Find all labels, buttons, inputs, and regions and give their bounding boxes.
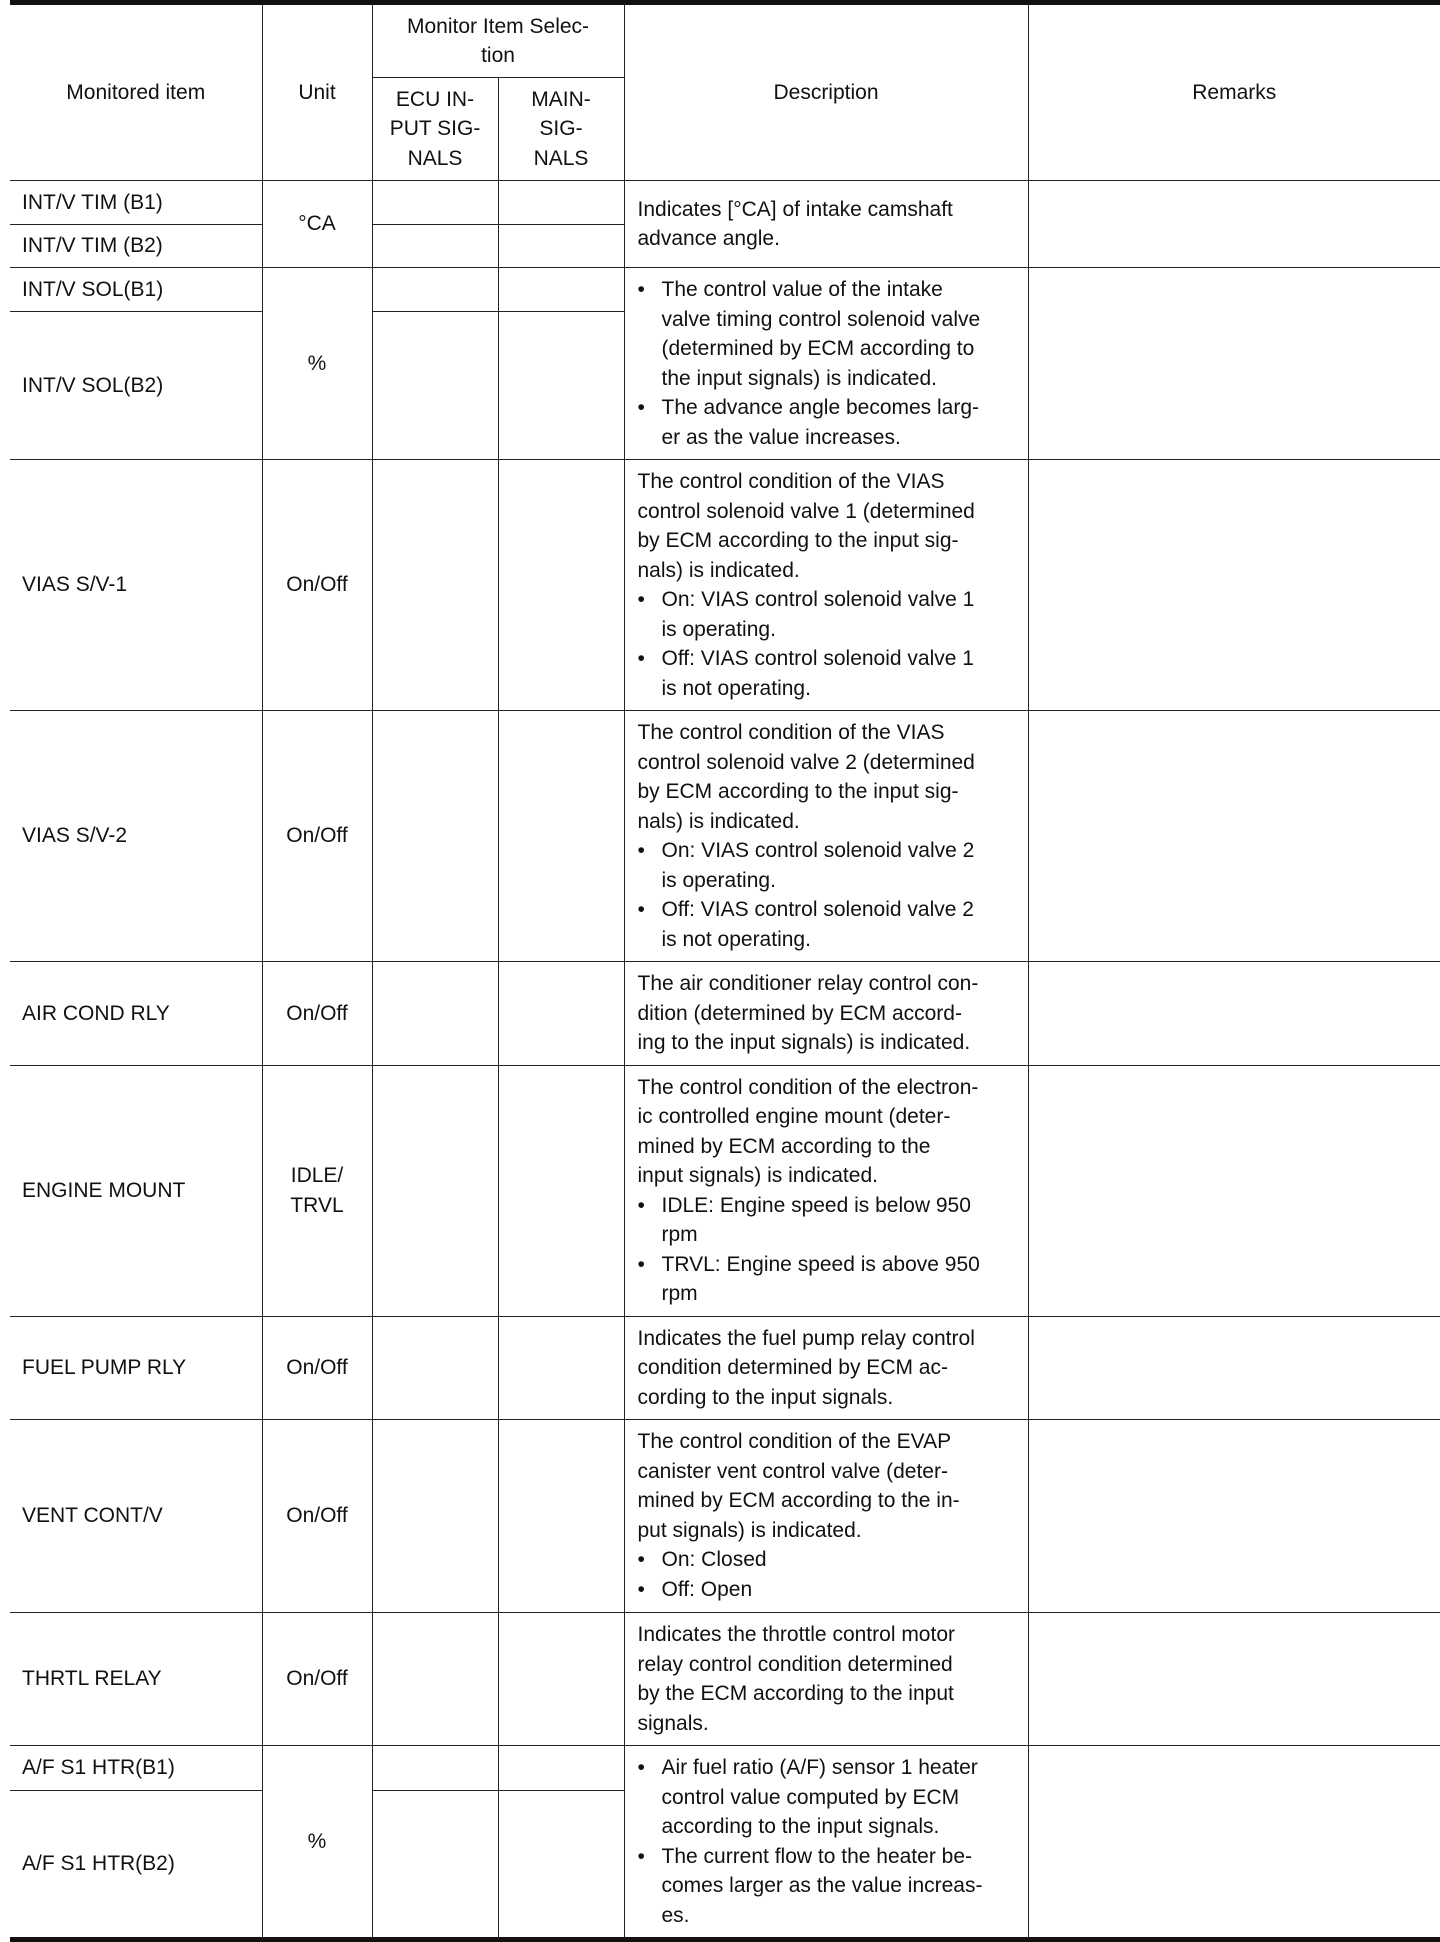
ecu-input-signals-cell <box>372 962 498 1066</box>
ecu-input-signals-cell <box>372 1613 498 1746</box>
description-cell: The air conditioner relay control con- dition (determined by ECM accord- ing to the input signals) is indicated. <box>624 962 1028 1066</box>
unit-cell: On/Off <box>262 460 372 711</box>
remarks-cell <box>1028 1420 1440 1613</box>
bullet-icon: • <box>637 396 645 419</box>
table-row <box>10 460 1440 711</box>
bullet-icon: • <box>637 1252 645 1276</box>
description-bullet: TRVL: Engine speed is above 950 rpm <box>661 1252 980 1305</box>
table-row <box>10 268 1440 312</box>
bullet-icon: • <box>637 1193 645 1217</box>
unit-cell: % <box>262 1746 372 1940</box>
main-signals-cell <box>498 1746 624 1791</box>
bullet-icon: • <box>637 1844 645 1868</box>
header-remarks: Remarks <box>1028 3 1440 181</box>
monitored-item-cell: AIR COND RLY <box>10 962 262 1066</box>
main-signals-cell <box>498 225 624 268</box>
description-cell <box>624 1065 1028 1316</box>
description-cell: Indicates the throttle control motor relay control condition determined by the ECM according to the input signals. <box>624 1613 1028 1746</box>
monitor-item-sheet <box>10 0 1440 1942</box>
unit-cell: % <box>262 268 372 460</box>
monitored-item-cell: INT/V SOL(B2) <box>10 312 262 460</box>
ecu-input-signals-cell <box>372 312 498 460</box>
monitor-item-table <box>10 0 1440 1942</box>
header-monitored-item: Monitored item <box>10 3 262 181</box>
table-row <box>10 1065 1440 1316</box>
remarks-cell <box>1028 181 1440 268</box>
remarks-cell <box>1028 1746 1440 1940</box>
main-signals-cell <box>498 1065 624 1316</box>
description-bullet: Off: VIAS control solenoid valve 2 is not operating. <box>661 898 974 951</box>
remarks-cell <box>1028 460 1440 711</box>
main-signals-cell <box>498 312 624 460</box>
ecu-input-signals-cell <box>372 711 498 962</box>
main-signals-cell <box>498 268 624 312</box>
header-monitor-item-selection: Monitor Item Selec- tion <box>372 3 624 78</box>
description-bullet: On: Closed <box>661 1548 767 1571</box>
ecu-input-signals-cell <box>372 225 498 268</box>
monitored-item-cell: INT/V TIM (B2) <box>10 225 262 268</box>
ecu-input-signals-cell <box>372 181 498 225</box>
description-text: The control condition of the EVAP canister vent control valve (deter- mined by ECM according to the in- put signals) is indicated. <box>637 1430 960 1542</box>
description-cell: Indicates [°CA] of intake camshaft advance angle. <box>624 181 1028 268</box>
bullet-icon: • <box>637 1548 645 1571</box>
description-cell <box>624 268 1028 460</box>
description-bullet: Off: VIAS control solenoid valve 1 is not operating. <box>661 647 974 700</box>
description-bullet: Air fuel ratio (A/F) sensor 1 heater control value computed by ECM according to the input signals. <box>661 1756 978 1838</box>
table-row <box>10 181 1440 225</box>
table-row <box>10 1746 1440 1791</box>
unit-cell: On/Off <box>262 711 372 962</box>
header-ecu-input-signals: ECU IN- PUT SIG- NALS <box>372 78 498 181</box>
description-cell <box>624 460 1028 711</box>
remarks-cell <box>1028 1316 1440 1420</box>
description-bullet: The control value of the intake valve timing control solenoid valve (determined by ECM according to the input signals) is indicated. <box>661 278 981 390</box>
unit-cell: IDLE/ TRVL <box>262 1065 372 1316</box>
bullet-icon: • <box>637 898 645 921</box>
description-text: The control condition of the electron- ic controlled engine mount (deter- mined by ECM according to the input signals) is indicated. <box>637 1075 979 1187</box>
description-cell <box>624 1746 1028 1940</box>
description-bullet: The current flow to the heater be- comes larger as the value increas- es. <box>661 1844 983 1927</box>
ecu-input-signals-cell <box>372 460 498 711</box>
table-row <box>10 1316 1440 1420</box>
table-row <box>10 1613 1440 1746</box>
ecu-input-signals-cell <box>372 1790 498 1939</box>
main-signals-cell <box>498 1420 624 1613</box>
main-signals-cell <box>498 1613 624 1746</box>
bullet-icon: • <box>637 647 645 670</box>
remarks-cell <box>1028 711 1440 962</box>
bullet-icon: • <box>637 839 645 862</box>
monitored-item-cell: VENT CONT/V <box>10 1420 262 1613</box>
ecu-input-signals-cell <box>372 1746 498 1791</box>
bullet-icon: • <box>637 278 645 301</box>
monitored-item-cell: A/F S1 HTR(B1) <box>10 1746 262 1791</box>
main-signals-cell <box>498 181 624 225</box>
ecu-input-signals-cell <box>372 1316 498 1420</box>
monitored-item-cell: INT/V SOL(B1) <box>10 268 262 312</box>
main-signals-cell <box>498 460 624 711</box>
description-bullet: Off: Open <box>661 1577 753 1601</box>
header-description: Description <box>624 3 1028 181</box>
unit-cell: On/Off <box>262 962 372 1066</box>
bullet-icon: • <box>637 1577 645 1601</box>
table-row <box>10 962 1440 1066</box>
monitored-item-cell: THRTL RELAY <box>10 1613 262 1746</box>
remarks-cell <box>1028 962 1440 1066</box>
ecu-input-signals-cell <box>372 1420 498 1613</box>
table-row <box>10 711 1440 962</box>
monitored-item-cell: ENGINE MOUNT <box>10 1065 262 1316</box>
monitored-item-cell: INT/V TIM (B1) <box>10 181 262 225</box>
description-cell: Indicates the fuel pump relay control condition determined by ECM ac- cording to the input signals. <box>624 1316 1028 1420</box>
monitored-item-cell: VIAS S/V-1 <box>10 460 262 711</box>
description-bullet: The advance angle becomes larg- er as the value increases. <box>661 396 980 449</box>
header-main-signals: MAIN- SIG- NALS <box>498 78 624 181</box>
remarks-cell <box>1028 268 1440 460</box>
unit-cell: °CA <box>262 181 372 268</box>
ecu-input-signals-cell <box>372 1065 498 1316</box>
remarks-cell <box>1028 1613 1440 1746</box>
description-cell <box>624 1420 1028 1613</box>
monitored-item-cell: VIAS S/V-2 <box>10 711 262 962</box>
unit-cell: On/Off <box>262 1420 372 1613</box>
bullet-icon: • <box>637 1756 645 1779</box>
main-signals-cell <box>498 711 624 962</box>
description-bullet: IDLE: Engine speed is below 950 rpm <box>661 1193 971 1246</box>
main-signals-cell <box>498 1316 624 1420</box>
description-bullet: On: VIAS control solenoid valve 2 is operating. <box>661 839 975 892</box>
unit-cell: On/Off <box>262 1316 372 1420</box>
description-bullet: On: VIAS control solenoid valve 1 is operating. <box>661 588 975 641</box>
monitored-item-cell: FUEL PUMP RLY <box>10 1316 262 1420</box>
monitored-item-cell: A/F S1 HTR(B2) <box>10 1790 262 1939</box>
main-signals-cell <box>498 1790 624 1939</box>
description-text: The control condition of the VIAS control solenoid valve 1 (determined by ECM according to the input sig- nals) is indicated. <box>637 470 975 582</box>
description-text: The control condition of the VIAS control solenoid valve 2 (determined by ECM according to the input sig- nals) is indicated. <box>637 721 975 833</box>
bullet-icon: • <box>637 588 645 611</box>
main-signals-cell <box>498 962 624 1066</box>
header-unit: Unit <box>262 3 372 181</box>
ecu-input-signals-cell <box>372 268 498 312</box>
remarks-cell <box>1028 1065 1440 1316</box>
unit-cell: On/Off <box>262 1613 372 1746</box>
table-row <box>10 1420 1440 1613</box>
description-cell <box>624 711 1028 962</box>
